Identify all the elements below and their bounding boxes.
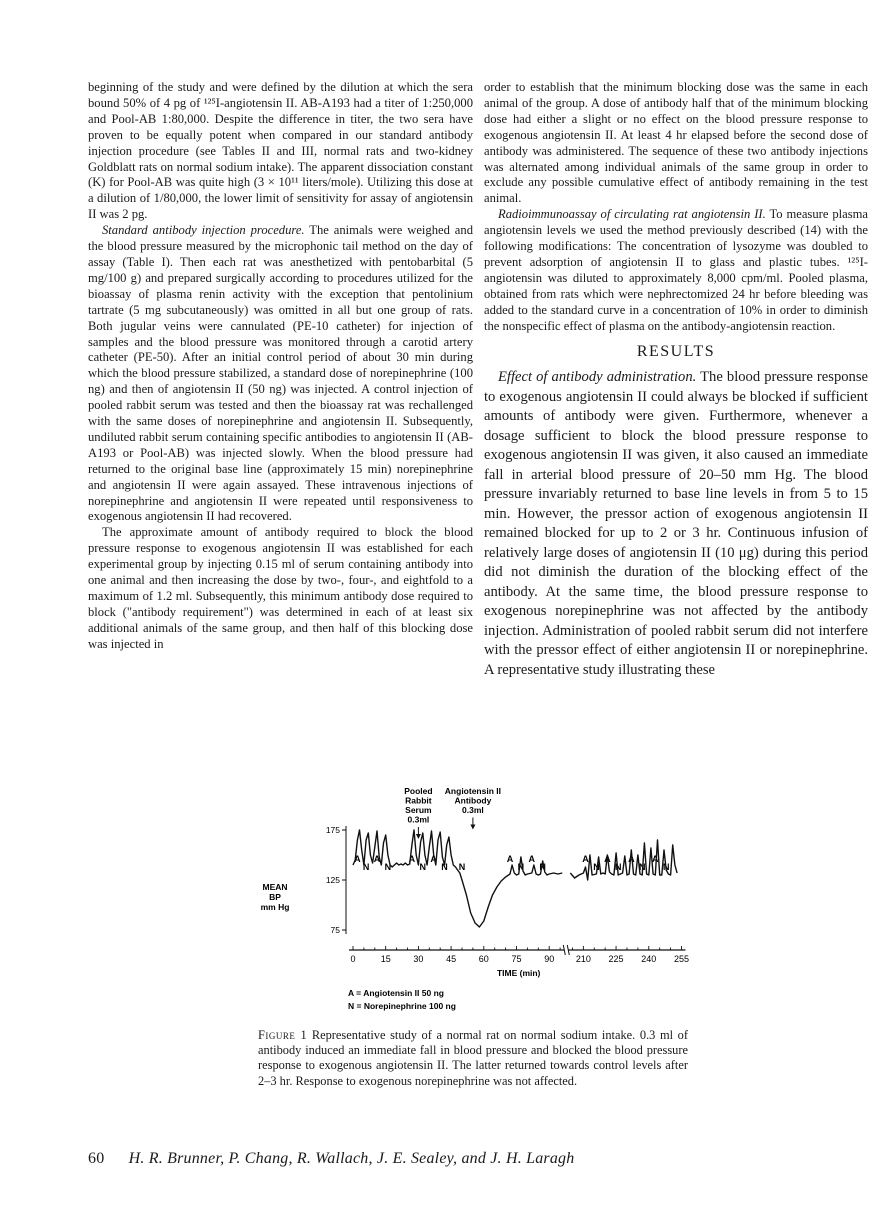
marker-norepinephrine: N — [539, 862, 546, 872]
x-tick-label: 15 — [380, 954, 391, 964]
y-axis-label: mm Hg — [260, 902, 290, 912]
marker-angiotensin: A — [604, 854, 611, 864]
figure-caption — [258, 1028, 688, 1089]
section-subheading: Effect of antibody administration. — [498, 369, 697, 386]
author-list: H. R. Brunner, P. Chang, R. Wallach, J. E. Sealey, and J. H. Laragh — [128, 1150, 575, 1167]
marker-norepinephrine: N — [362, 862, 370, 872]
marker-norepinephrine: N — [662, 862, 670, 872]
y-tick-label: 75 — [330, 925, 340, 935]
right-column — [484, 80, 868, 680]
x-tick-label: 225 — [608, 954, 624, 964]
paragraph: The approximate amount of antibody required to block the blood pressure response to exogenous angiotensin II was established for each experimental group by injecting 0.15 ml of serum containing antibody into one animal and then increasing the dose by two-, four-, and eightfold to a maximum of 1.2 ml. Subsequently, this minimum antibody dose required to block ("antibody requirement") was determined in each of at least six additional animals of the same group, and then half of this blocking dose was injected in — [88, 525, 473, 651]
arrow-head-icon — [416, 834, 421, 839]
injection-label-line: Antibody — [454, 795, 492, 806]
page-number: 60 — [88, 1150, 105, 1167]
paragraph-body: To measure plasma angiotensin levels we used the method previously described (14) with the following modifications: The concentration of lysozyme was doubled to prevent adsorption of angiotensin II to glass and plastic tubes. ¹²⁵I-angiotensin was diluted to approximately 8,000 cpm/ml. Pooled plasma, obtained from rats which were nephrectomized 24 hr before bleeding was added to the standard curve in a concentration of 10% in order to diminish the nonspecific effect of plasma on the antibody-angiotensin reaction. — [484, 207, 868, 333]
marker-angiotensin: A — [506, 854, 514, 864]
paragraph — [484, 207, 868, 334]
x-tick-label: 255 — [673, 954, 689, 964]
marker-angiotensin: A — [354, 854, 361, 864]
bp-trace-line — [353, 830, 562, 927]
x-tick-label: 60 — [478, 954, 489, 964]
marker-norepinephrine: N — [517, 862, 525, 872]
y-tick-label: 175 — [325, 825, 340, 835]
marker-norepinephrine: N — [593, 862, 600, 872]
y-axis-label: MEAN — [262, 882, 288, 892]
section-subheading: Standard antibody injection procedure. — [102, 223, 305, 238]
x-tick-label: 210 — [575, 954, 591, 964]
marker-angiotensin: A — [628, 854, 635, 864]
x-tick-label: 240 — [641, 954, 657, 964]
arrow-head-icon — [470, 825, 475, 830]
page-footer — [88, 1150, 574, 1168]
paragraph — [88, 223, 473, 525]
caption-label: Figure 1 — [258, 1028, 308, 1042]
x-tick-label: 90 — [544, 954, 555, 964]
paragraph: beginning of the study and were defined by the dilution at which the sera bound 50% of 4 pg of ¹²⁵I-angiotensin II. AB-A193 had a titer of 1:250,000 and Pool-AB 1:80,000. Despite the difference in titer, the two sera have proven to be equally potent when compared in our standard antibody injection procedure (see Tables II and III, normal rats and two-kidney Goldblatt rats on normal sodium intake). The apparent dissociation constant (K) for Pool-AB was quite high (3 × 10¹¹ liters/mole). Utilizing this dose at a dilution of 1/80,000, the lower limit of sensitivity for assay of angiotensin II was 2 pg. — [88, 80, 473, 222]
marker-norepinephrine: N — [441, 862, 448, 872]
injection-label-line: Angiotensin II — [444, 786, 502, 796]
marker-norepinephrine: N — [614, 862, 622, 872]
marker-angiotensin: A — [430, 854, 437, 864]
marker-angiotensin: A — [582, 854, 589, 864]
injection-label-line: Rabbit — [405, 795, 432, 806]
marker-norepinephrine: N — [419, 862, 427, 872]
caption-text: Representative study of a normal rat on normal sodium intake. 0.3 ml of antibody induced an immediate fall in blood pressure and blocked the blood pressure response to exogenous angiotensin II. The latter returned towards control levels after 2–3 hr. Response to exogenous norepinephrine was not affected. — [258, 1028, 689, 1088]
marker-norepinephrine: N — [638, 862, 646, 872]
injection-label-line: Pooled — [404, 786, 433, 796]
x-axis-label: TIME (min) — [496, 968, 541, 978]
marker-angiotensin: A — [373, 854, 381, 864]
marker-angiotensin: A — [652, 854, 659, 864]
results-heading: RESULTS — [636, 342, 716, 360]
blood-pressure-chart — [240, 786, 710, 1022]
x-tick-label: 45 — [446, 954, 457, 964]
x-tick-label: 0 — [350, 954, 356, 964]
paragraph: order to establish that the minimum blocking dose was the same in each animal of the group. A dose of antibody half that of the minimum blocking dose had either a slight or no effect on the blood pressure response to exogenous angiotensin II. At least 4 hr elapsed before the second dose of antibody was administered. The sequence of these two antibody injections was alternated among individual animals of the same group in order to exclude any possible cumulative effect of antibody remaining in the test animal. — [484, 80, 868, 206]
figure-1 — [240, 786, 710, 1022]
marker-norepinephrine: N — [384, 862, 392, 872]
legend-entry: A = Angiotensin II 50 ng — [348, 988, 444, 998]
left-column — [88, 80, 473, 653]
legend-entry: N = Norepinephrine 100 ng — [348, 1001, 456, 1011]
section-subheading: Radioimmunoassay of circulating rat angiotensin II. — [498, 207, 766, 222]
injection-label-line: 0.3ml — [462, 805, 484, 815]
paragraph-body: The animals were weighed and the blood pressure measured by the microphonic tail method on the day of assay (Table I). Then each rat was anesthetized with pentobarbital (5 mg/100 g) and prepared surgically according to procedures utilized for the bioassay of plasma renin activity with the exception that pentolinium tartrate (5 mg subcutaneously) was omitted in all but one group of rats. Both jugular veins were cannulated (PE-10 catheter) for injection of samples and the blood pressure was monitored through a carotid artery catheter (PE-50). After an initial control period of about 30 min during which the blood pressure stabilized, a standard dose of norepinephrine (100 ng) and then of angiotensin II (50 ng) was injected. A control injection of pooled rabbit serum was tested and then the bioassay rat was rechallenged with the same doses of norepinephrine and angiotensin II. Subsequently, undiluted rabbit serum containing specific antibodies to angiotensin II (AB-A193 or Pool-AB) was injected slowly. When the blood pressure had returned to the original base line (approximately 15 min) norepinephrine and angiotensin II were again assayed. These intravenous injections of norepinephrine and angiotensin II were repeated until responsiveness to exogenous angiotensin II had recovered. — [88, 223, 473, 524]
x-tick-label: 75 — [511, 954, 522, 964]
x-tick-label: 30 — [413, 954, 424, 964]
marker-angiotensin: A — [408, 854, 416, 864]
marker-angiotensin: A — [528, 854, 536, 864]
marker-norepinephrine: N — [458, 862, 466, 872]
paragraph — [484, 368, 868, 680]
paragraph-body: The blood pressure response to exogenous angiotensin II could always be blocked if sufficient amounts of antibody were given. Furthermore, whenever a dosage sufficient to block the blood pressure response to exogenous angiotensin II was given, it also caused an immediate fall in arterial blood pressure of 20–50 mm Hg. The blood pressure invariably returned to base line levels in from 5 to 15 min. However, the pressor action of exogenous angiotensin II remained blocked for up to 2 or 3 hr. Continuous infusion of relatively large doses of angiotensin II (10 μg) during this period did not diminish the duration of the blocking effect of the antibody. At the same time, the blood pressure response to exogenous norepinephrine was not affected by the antibody injection. Administration of pooled rabbit serum did not interfere with the pressor effect of either angiotensin II or norepinephrine. A representative study illustrating these — [484, 369, 868, 678]
injection-label-line: 0.3ml — [407, 814, 430, 825]
injection-label-line: Serum — [405, 805, 432, 815]
y-tick-label: 125 — [325, 875, 340, 885]
y-axis-label: BP — [269, 892, 281, 902]
